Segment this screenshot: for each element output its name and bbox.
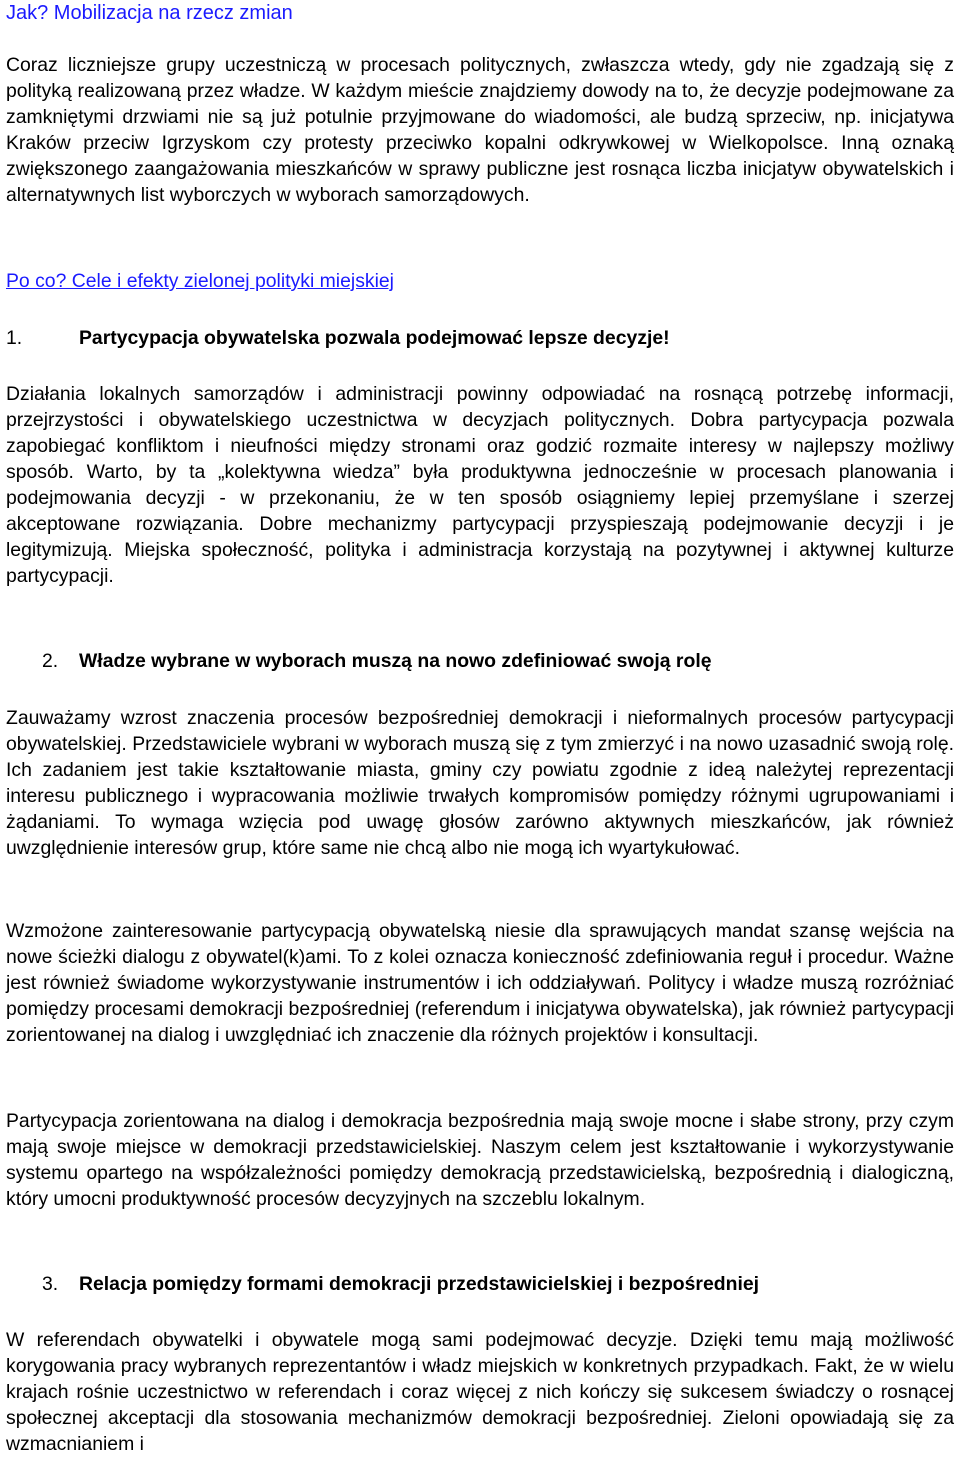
section-2-paragraph-2: Wzmożone zainteresowanie partycypacją obywatelską niesie dla sprawujących mandat szansę wejścia na nowe ścieżki dialogu z obywatel(k)ami. To z kolei oznacza konieczność zdefiniowania reguł i procedur. Ważne jest również świadome wykorzystywanie instrumentów i ich oddziaływań. Politycy i władze muszą rozróżniać pomiędzy procesami demokracji bezpośredniej (referendum i inicjatywa obywatelska), jak również partycypacji zorientowanej na dialog i uwzględniać ich znaczenie dla różnych projektów i konsultacji.	[6, 920, 954, 1046]
section-3-paragraph-1: W referendach obywatelki i obywatele mogą sami podejmować decyzje. Dzięki temu mają możliwość korygowania pracy wybranych reprezentantów i władz miejskich w konkretnych przypadkach. Fakt, że w wielu krajach rośnie uczestnictwo w referendach i coraz więcej z nich kończy się sukcesem świadczy o rosnącej społecznej akceptacji dla stosowania mechanizmów demokracji bezpośredniej. Zieloni opowiadają się za wzmacnianiem i	[6, 1329, 954, 1455]
section-1-title-text: Partycypacja obywatelska pozwala podejmować lepsze decyzje!	[79, 327, 670, 349]
section-1-number: 1.	[6, 327, 23, 349]
section-2-paragraph-1: Zauważamy wzrost znaczenia procesów bezpośredniej demokracji i nieformalnych procesów partycypacji obywatelskiej. Przedstawiciele wybrani w wyborach muszą się z tym zmierzyć i na nowo uzasadnić swoją rolę. Ich zadaniem jest takie kształtowanie miasta, gminy czy powiatu zgodnie z ideą należytej reprezentacji interesu publicznego i wypracowania możliwie trwałych kompromisów pomiędzy różnymi ugrupowaniami i żądaniami. To wymaga wzięcia pod uwagę głosów zarówno aktywnych mieszkańców, jak również uwzględnienie interesów grup, które same nie chcą albo nie mogą ich wyartykułować.	[6, 707, 954, 859]
section-2-paragraph-3: Partycypacja zorientowana na dialog i demokracja bezpośrednia mają swoje mocne i słabe strony, przy czym mają swoje miejsce w demokracji przedstawicielskiej. Naszym celem jest kształtowanie i wykorzystywanie systemu opartego na współzależności pomiędzy demokracją przedstawicielską, bezpośrednią i dialogiczną, który umocni produktywność procesów decyzyjnych na szczeblu lokalnym.	[6, 1110, 954, 1210]
section-1-title	[6, 325, 954, 351]
section-3-title	[6, 1271, 954, 1297]
section-subheading: Po co? Cele i efekty zielonej polityki miejskiej	[6, 270, 394, 292]
section-1-paragraph-1: Działania lokalnych samorządów i administracji powinny odpowiadać na rosnącą potrzebę informacji, przejrzystości i obywatelskiego uczestnictwa w decyzjach politycznych. Dobra partycypacja pozwala zapobiegać konfliktom i nieufności między stronami oraz godzić rozmaite interesy w najlepszy możliwy sposób. Warto, by ta „kolektywna wiedza” była produktywna jednocześnie w procesach planowania i podejmowania decyzji - w przekonaniu, że w ten sposób osiągniemy lepiej przemyślane i szerzej akceptowane rozwiązania. Dobre mechanizmy partycypacji przyspieszają podejmowanie decyzji i je legitymizują. Miejska społeczność, polityka i administracja korzystają na pozytywnej i aktywnej kulturze partycypacji.	[6, 383, 954, 587]
document-title: Jak? Mobilizacja na rzecz zmian	[6, 2, 293, 24]
section-2-title-text: Władze wybrane w wyborach muszą na nowo zdefiniować swoją rolę	[79, 650, 712, 672]
section-2-number: 2.	[42, 650, 59, 672]
intro-paragraph: Coraz liczniejsze grupy uczestniczą w procesach politycznych, zwłaszcza wtedy, gdy nie zgadzają się z polityką realizowaną przez władze. W każdym mieście znajdziemy dowody na to, że decyzje podejmowane za zamkniętymi drzwiami nie są już potulnie przyjmowane do wiadomości, ale budzą sprzeciw, np. inicjatywa Kraków przeciw Igrzyskom czy protesty przeciwko kopalni odkrywkowej w Wielkopolsce. Inną oznaką zwiększonego zaangażowania mieszkańców w sprawy publiczne jest rosnąca liczba inicjatyw obywatelskich i alternatywnych list wyborczych w wyborach samorządowych.	[6, 54, 954, 206]
section-3-number: 3.	[42, 1273, 59, 1295]
section-3-title-text: Relacja pomiędzy formami demokracji przedstawicielskiej i bezpośredniej	[79, 1273, 759, 1295]
section-2-title	[6, 648, 954, 674]
